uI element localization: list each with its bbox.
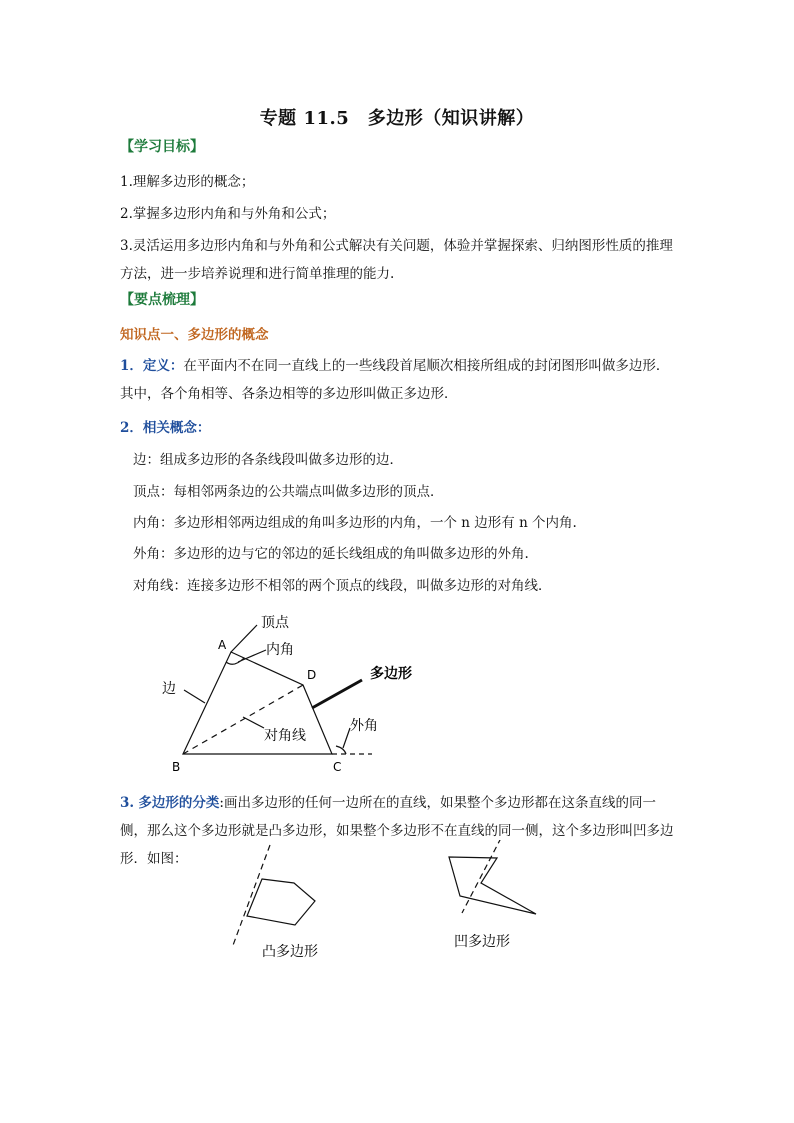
vertex-pointer xyxy=(231,625,257,652)
knowledge-point-1-title: 知识点一、多边形的概念 xyxy=(120,327,269,343)
definition-paragraph xyxy=(120,352,680,408)
polygon-term-label: 多边形 xyxy=(370,666,412,682)
concept-diagonal: 对角线：连接多边形不相邻的两个顶点的线段，叫做多边形的对角线． xyxy=(133,578,552,594)
definition-label: 定义： xyxy=(142,358,184,374)
page-title: 专题 11.5 多边形（知识讲解） xyxy=(259,108,535,129)
concept-interior-angle: 内角：多边形相邻两边组成的角叫多边形的内角，一个 n 边形有 n 个内角. xyxy=(133,515,577,531)
concept-vertex: 顶点：每相邻两条边的公共端点叫做多边形的顶点． xyxy=(133,484,444,500)
classification-number: 3. xyxy=(120,795,135,811)
definition-number: 1． xyxy=(120,358,143,374)
classification-label: 多边形的分类 xyxy=(138,795,220,811)
concave-label: 凹多边形 xyxy=(454,934,510,950)
convex-pentagon xyxy=(247,879,315,925)
definition-text: 在平面内不在同一直线上的一些线段首尾顺次相接所组成的封闭图形叫做多边形．其中，各个角相等、各条边相等的多边形叫做正多边形． xyxy=(120,358,670,402)
vertex-term-label: 顶点 xyxy=(261,615,289,631)
related-number: 2． xyxy=(120,420,143,436)
goal-item-3: 3.灵活运用多边形内角和与外角和公式解决有关问题，体验并掌握探索、归纳图形性质的推理方法，进一步培养说理和进行简单推理的能力. xyxy=(120,238,673,282)
goal-item-2: 2.掌握多边形内角和与外角和公式； xyxy=(120,206,336,222)
vertex-c-label: C xyxy=(333,760,342,774)
polygon-classification-figure xyxy=(0,840,794,970)
diagonal-term-label: 对角线 xyxy=(264,728,306,744)
related-concepts-heading xyxy=(120,418,680,438)
convex-label: 凸多边形 xyxy=(262,944,318,960)
goal-item-1: 1.理解多边形的概念； xyxy=(120,174,255,190)
concept-side: 边：组成多边形的各条线段叫做多边形的边． xyxy=(133,452,403,468)
exterior-angle-pointer xyxy=(343,728,350,748)
side-term-label: 边 xyxy=(162,681,176,697)
side-pointer xyxy=(184,690,205,703)
related-label: 相关概念： xyxy=(142,420,211,436)
interior-angle-term-label: 内角 xyxy=(266,642,294,658)
diagonal-pointer xyxy=(243,717,264,728)
concave-reference-line xyxy=(462,840,501,913)
goals-heading: 【学习目标】 xyxy=(120,139,204,155)
concept-exterior-angle: 外角：多边形的边与它的邻边的延长线组成的角叫做多边形的外角. xyxy=(133,546,529,562)
vertex-b-label: B xyxy=(172,760,181,774)
exterior-angle-term-label: 外角 xyxy=(350,718,378,734)
interior-angle-pointer xyxy=(238,650,266,662)
exterior-angle-arc xyxy=(336,746,346,754)
polygon-pointer xyxy=(312,680,362,708)
convex-reference-line xyxy=(232,845,270,948)
polygon-concept-figure xyxy=(0,600,794,780)
concave-polygon xyxy=(449,857,536,914)
classification-text: :画出多边形的任何一边所在的直线，如果整个多边形都在这条直线的同一侧，那么这个多边形就是凸多边形，如果整个多边形不在直线的同一侧，这个多边形叫凹多边形．如图： xyxy=(120,795,674,867)
vertex-d-label: D xyxy=(307,668,317,682)
vertex-a-label: A xyxy=(218,638,227,652)
keypoints-heading: 【要点梳理】 xyxy=(120,292,204,308)
